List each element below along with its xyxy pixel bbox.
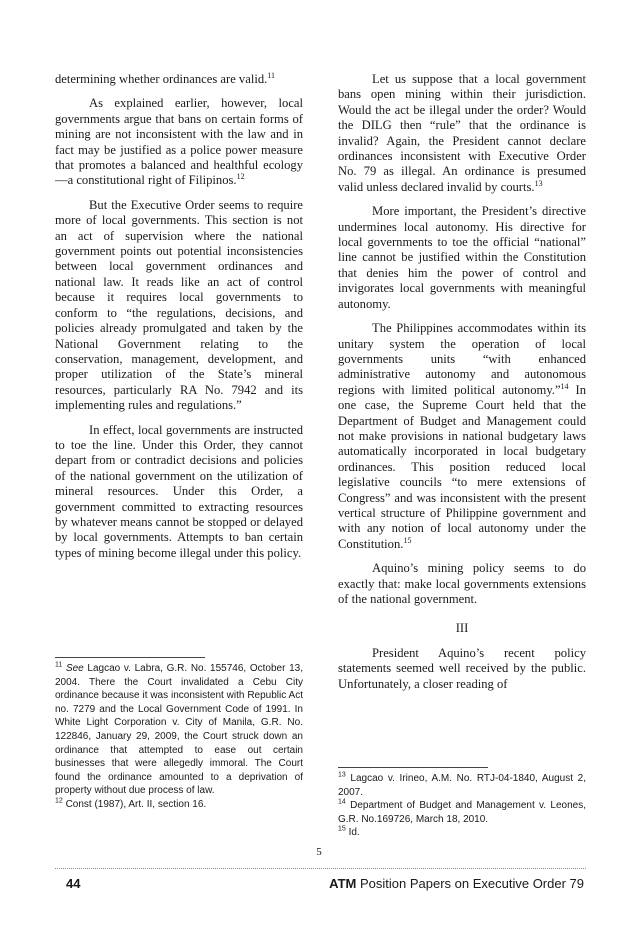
footnote-ref: 13 — [534, 178, 543, 188]
footnote: $^{11}$ See Lagcao v. Labra, G.R. No. 155746, October 13, 2004. There the Court invalidated a Cebu City ordinance because it was inconsistent with Republic Act no. 7279 and the Local Government Code of 1991. In White Light Corporation v. City of Manila, G.R. No. 122846, January 29, 2009, the Court struck down an ordinance that attempted to ease out certain businesses that were allegedly immoral. The Court found the ordinance amounted to a deprivation of property without due process of law. — [55, 661, 303, 797]
page-number: 5 — [316, 846, 322, 858]
paragraph: The Philippines accommodates within its unitary system the operation of local governments units “with enhanced administrative autonomy and autonomous regions with limited political autonomy.”$^{14}$ In one case, the Supreme Court held that the Department of Budget and Management could not make provisions in national budgetary laws automatically incorporated in local budgetary ordinances. This position reduced local legislative councils “to mere extensions of Congress” and was inconsistent with the present vertical structure of Philippine government and with any notion of local autonomy under the Constitution.$^{15}$ — [338, 321, 586, 551]
footnote-ref: 15 — [403, 535, 412, 545]
footnote: $^{15}$ Id. — [338, 826, 360, 839]
footer-page-number: 44 — [66, 876, 81, 891]
right-column — [338, 72, 586, 701]
footnote: $^{14}$ Department of Budget and Management v. Leones, G.R. No.169726, March 18, 2010. — [338, 798, 586, 825]
footnote-ref: 11 — [267, 70, 275, 80]
footnotes-right — [338, 772, 586, 840]
paragraph: But the Executive Order seems to require more of local governments. This section is not an act of supervision where the national government points out potential inconsistencies between local government ordinances and national law. It reads like an act of control because it requires local governments to conform to “the regulations, decisions, and policies already promulgated and taken by the National Government relating to the conservation, management, development, and proper utilization of the State’s mineral resources, particularly RA No. 7942 and its implementing rules and regulations.” — [55, 197, 303, 413]
footnote-divider — [55, 657, 205, 658]
footnote-divider — [338, 767, 488, 768]
footer-divider — [55, 868, 586, 869]
paragraph: determining whether ordinances are valid.$^{11}$ — [55, 70, 275, 86]
left-column — [55, 72, 303, 570]
paragraph: Aquino’s mining policy seems to do exactly that: make local governments extensions of the national government. — [338, 561, 586, 606]
section-heading: III — [455, 621, 469, 636]
footnote: $^{12}$ Const (1987), Art. II, section 16. — [55, 797, 207, 810]
footer-publication-title: ATM Position Papers on Executive Order 79 — [329, 876, 584, 891]
footnote: $^{13}$ Lagcao v. Irineo, A.M. No. RTJ-04-1840, August 2, 2007. — [338, 771, 586, 798]
paragraph: President Aquino’s recent policy statements seemed well received by the public. Unfortunately, a closer reading of — [338, 645, 586, 691]
paragraph: Let us suppose that a local government bans open mining within their jurisdiction. Would the act be illegal under the order? Would the DILG then “rule” that the ordinance is invalid? Again, the President cannot declare ordinances inconsistent with Executive Order No. 79 as illegal. An ordinance is presumed valid unless declared invalid by courts.$^{13}$ — [338, 72, 586, 194]
footnote-ref: 12 — [236, 172, 245, 182]
paragraph: As explained earlier, however, local governments argue that bans on certain forms of mining are not inconsistent with the law and in fact may be justified as a police power measure that promotes a balanced and healthful ecology—a constitutional right of Filipinos.$^{12}$ — [55, 96, 303, 188]
paragraph: More important, the President’s directive undermines local autonomy. His directive for local governments to toe the official “national” line cannot be justified within the Constitution that denies him the power of control and invigorates local governments with meaningful autonomy. — [338, 204, 586, 311]
paragraph: In effect, local governments are instructed to toe the line. Under this Order, they cannot depart from or contradict decisions and policies of the national government on the utilization of mineral resources. Under this Order, a government committed to extracting resources by whatever means cannot be stopped or delayed by local governments. Attempts to ban certain types of mining become illegal under this policy. — [55, 422, 303, 560]
footnotes-left — [55, 662, 303, 812]
footnote-ref: 14 — [560, 381, 569, 391]
